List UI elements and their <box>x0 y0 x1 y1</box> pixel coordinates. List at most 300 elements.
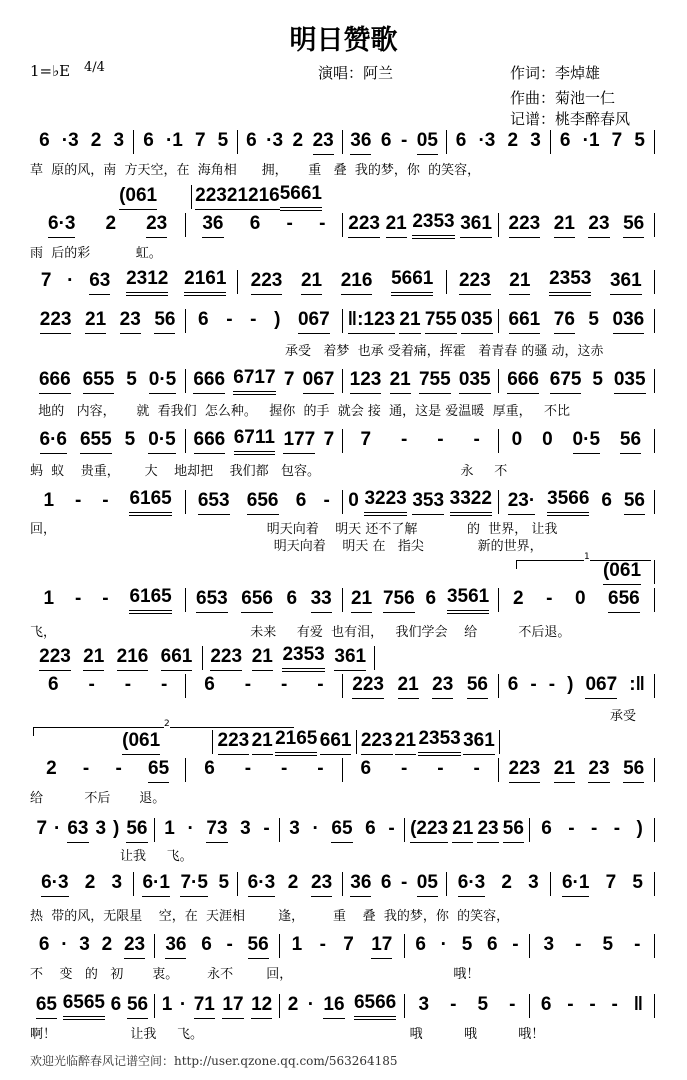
note-group: 16 <box>323 994 344 1019</box>
note-group: 216 <box>248 185 280 210</box>
note-group: 6 <box>415 934 426 955</box>
note-group: ·3 <box>61 130 79 151</box>
note-group: 56 <box>503 818 524 843</box>
note-group: 035 <box>459 369 491 394</box>
notation-line <box>30 934 655 958</box>
note-group: ·3 <box>266 130 284 151</box>
note-group: 33 <box>311 588 332 613</box>
measure <box>280 934 404 959</box>
note-group: 76 <box>554 309 575 334</box>
note-group: 7·5 <box>180 872 207 897</box>
notation-line <box>30 270 655 294</box>
note-group: - <box>317 674 324 695</box>
note-group: 2353 <box>282 644 324 672</box>
note-group: 6 <box>246 130 257 151</box>
note-group: - <box>88 674 95 695</box>
measure <box>30 268 237 296</box>
note-group: 666 <box>507 369 539 394</box>
note-group: 21 <box>395 730 416 755</box>
note-group: 23 <box>120 309 141 334</box>
note-group: 2353 <box>418 728 460 756</box>
note-group: - <box>400 758 408 779</box>
note-group: ·3 <box>478 130 496 151</box>
note-group: 6565 <box>63 992 105 1020</box>
note-group: 361 <box>334 646 366 671</box>
note-group: · <box>187 818 194 839</box>
note-group: 56 <box>623 758 644 783</box>
note-group: :‖ <box>629 674 645 695</box>
note-group: 23 <box>432 674 453 699</box>
note-group: - <box>280 758 288 779</box>
note-group: 223 <box>352 674 384 699</box>
note-group: ‖:123 <box>348 309 395 334</box>
note-group: 756 <box>383 588 415 613</box>
note-group: - <box>124 674 132 695</box>
note-group: - <box>280 674 288 695</box>
measure <box>134 872 237 897</box>
note-group: 2 <box>501 872 512 893</box>
note-group: - <box>590 818 598 839</box>
note-group: - <box>473 429 480 450</box>
measure <box>186 309 341 334</box>
note-group: 653 <box>196 588 228 613</box>
note-group: 6·3 <box>248 872 275 897</box>
note-group: 36 <box>350 130 371 155</box>
singer: 演唱：阿兰 <box>318 64 394 82</box>
measure <box>30 758 185 783</box>
note-group: 653 <box>198 490 230 515</box>
composer: 作曲：菊池一仁 <box>510 89 616 107</box>
note-group: 21 <box>252 646 273 671</box>
notation-line <box>30 429 655 453</box>
measure <box>30 429 185 454</box>
note-group: 361 <box>463 730 495 755</box>
measure <box>551 872 654 897</box>
note-group: 3 <box>111 872 123 893</box>
note-group: - <box>548 674 556 695</box>
measure <box>343 130 446 155</box>
lyrics-line: 给 不后 退。 <box>30 791 166 806</box>
note-group: 2 <box>292 130 304 151</box>
note-group: - <box>473 758 480 779</box>
measure <box>447 130 550 154</box>
measure <box>203 644 375 672</box>
note-group: 6 <box>39 130 50 151</box>
note-group: 3566 <box>547 488 589 516</box>
note-group: 755 <box>419 369 451 394</box>
measure <box>343 211 498 239</box>
note-group: (061 <box>122 730 160 755</box>
note-group: ) <box>113 818 120 839</box>
measure <box>499 674 654 699</box>
note-group: 5 <box>592 369 603 390</box>
note-group: - <box>323 490 330 511</box>
note-group: - <box>589 994 596 1015</box>
notation-line <box>30 369 655 393</box>
note-group: - <box>400 429 408 450</box>
note-group: 0·5 <box>149 369 176 394</box>
measure <box>530 818 654 842</box>
note-group: 23 <box>588 213 609 238</box>
note-group: 23 <box>588 758 609 783</box>
note-group: ·1 <box>582 130 600 151</box>
note-group: 6 <box>425 588 437 609</box>
note-group: 6·1 <box>562 872 589 897</box>
note-group: 71 <box>194 994 215 1019</box>
note-group: - <box>450 994 457 1015</box>
note-group: 6 <box>204 674 215 695</box>
note-group: 5 <box>477 994 489 1015</box>
note-group: 36 <box>202 213 223 238</box>
note-group: 65 <box>148 758 169 783</box>
note-group: 56 <box>127 994 148 1019</box>
note-group: 7 <box>323 429 335 450</box>
note-group: 2 <box>513 588 524 609</box>
note-group: 7 <box>40 270 52 291</box>
note-group: 035 <box>461 309 493 334</box>
note-group: 6 <box>540 994 552 1015</box>
note-group: 5 <box>632 872 643 893</box>
note-group: (223 <box>410 818 448 843</box>
note-group: - <box>250 309 257 330</box>
measure <box>186 213 341 238</box>
note-group: 223 <box>348 213 380 238</box>
lyrics-line: 不 变 的 初 衷。 永不 回， 哦！ <box>30 967 480 982</box>
note-group: 56 <box>126 818 147 843</box>
note-group: - <box>530 674 537 695</box>
note-group: 21 <box>554 213 575 238</box>
note-group: 223 <box>39 646 71 671</box>
note-group: 21 <box>554 758 575 783</box>
measure <box>30 488 185 516</box>
note-group: 23 <box>124 934 145 959</box>
notation-line <box>30 758 655 782</box>
measure <box>238 268 445 296</box>
measure <box>30 369 185 394</box>
note-group: 661 <box>509 309 541 334</box>
note-group: 223 <box>361 730 393 755</box>
note-group: ) <box>636 818 643 839</box>
measure <box>238 872 341 897</box>
measure <box>343 429 498 453</box>
note-group: 6 <box>360 758 372 779</box>
note-group: 7 <box>36 818 48 839</box>
notation-line <box>30 490 655 514</box>
note-group: 656 <box>608 588 640 613</box>
lyrics-line: 啊！ 让我 飞。 哦 哦 哦！ <box>30 1027 545 1042</box>
note-group: 036 <box>613 309 645 334</box>
measure <box>551 130 654 154</box>
notation-line <box>30 994 655 1018</box>
note-group: 3 <box>95 818 107 839</box>
note-group: 6·6 <box>40 429 67 454</box>
measure <box>186 427 341 455</box>
note-group: 6165 <box>129 586 171 614</box>
measure <box>30 646 202 671</box>
note-group: - <box>634 934 641 955</box>
note-group: 223 <box>40 309 72 334</box>
note-group: 6·3 <box>458 872 485 897</box>
note-group: - <box>160 674 168 695</box>
note-group: 21 <box>386 213 407 238</box>
note-group: 6 <box>455 130 467 151</box>
note-group: 0 <box>542 429 553 450</box>
note-group: 56 <box>467 674 488 699</box>
note-group: · <box>312 818 319 839</box>
note-group: 65 <box>331 818 352 843</box>
note-group: - <box>226 309 233 330</box>
measure <box>343 586 498 614</box>
note-group: 6 <box>295 490 307 511</box>
volta-2: 2 <box>33 727 294 736</box>
note-group: 21 <box>301 270 322 295</box>
note-group: 6 <box>380 130 392 151</box>
bar-line <box>654 213 655 237</box>
lyrics-line: 地的 内容， 就 看我们 怎么种。 握你 的手 就会 接 通，这是 爱温暖 厚重， 不比 <box>30 404 570 419</box>
note-group: 6 <box>559 130 571 151</box>
note-group: 361 <box>610 270 642 295</box>
note-group: 7 <box>611 130 623 151</box>
note-group: - <box>437 429 444 450</box>
note-group: - <box>319 934 326 955</box>
measure <box>280 818 404 843</box>
note-group: 23 <box>146 213 167 238</box>
notation-line <box>30 646 375 670</box>
note-group: - <box>546 588 553 609</box>
note-group: - <box>263 818 270 839</box>
note-group: 0·5 <box>148 429 175 454</box>
note-group: 2 <box>507 130 519 151</box>
note-group: - <box>244 674 252 695</box>
measure <box>85 185 191 210</box>
notation-line <box>30 309 655 333</box>
note-group: 3 <box>113 130 125 151</box>
note-group: 6·3 <box>41 872 68 897</box>
note-group: 2 <box>101 934 113 955</box>
notation-line <box>30 213 655 237</box>
note-group: 7 <box>605 872 617 893</box>
note-group: 23 <box>477 818 498 843</box>
note-group: 2161 <box>184 268 226 296</box>
note-group: 7 <box>194 130 206 151</box>
note-group: - <box>388 818 395 839</box>
note-group: ) <box>274 309 281 330</box>
bar-line <box>654 490 655 514</box>
time-signature: 4/4 <box>84 60 105 75</box>
measure <box>155 934 279 959</box>
measure <box>70 730 212 755</box>
measure <box>499 429 654 454</box>
song-title: 明日赞歌 <box>289 25 398 56</box>
measure <box>30 992 154 1020</box>
note-group: 2 <box>287 994 299 1015</box>
note-group: 6 <box>201 934 212 955</box>
notation-line <box>85 185 325 209</box>
note-group: · <box>440 934 447 955</box>
note-group: 6 <box>487 934 498 955</box>
bar-line <box>654 270 655 294</box>
note-group: 223 <box>210 646 242 671</box>
note-group: 6 <box>365 818 376 839</box>
bar-line <box>654 369 655 393</box>
note-group: 17 <box>222 994 243 1019</box>
measure <box>30 872 133 897</box>
key-signature: 1=♭E <box>30 62 71 80</box>
note-group: 223 <box>459 270 491 295</box>
note-group: 21 <box>390 369 411 394</box>
note-group: - <box>226 934 233 955</box>
note-group: 661 <box>161 646 193 671</box>
bar-line <box>654 818 655 842</box>
note-group: 6 <box>541 818 552 839</box>
measure <box>186 758 341 782</box>
measure <box>30 674 185 698</box>
volta-1: 1 <box>516 560 651 569</box>
note-group: 23 <box>311 872 332 897</box>
note-group: ) <box>567 674 574 695</box>
note-group: 2 <box>90 130 102 151</box>
lyricist: 作词：李焯雄 <box>510 64 601 82</box>
note-group: 2312 <box>126 268 168 296</box>
note-group: - <box>244 758 252 779</box>
lyrics-line: 蚂 蚁 贵重， 大 地却把 我们都 包容。 永 不 <box>30 464 508 479</box>
note-group: 5 <box>602 934 614 955</box>
note-group: 2353 <box>412 211 454 239</box>
note-group: 223 <box>251 270 283 295</box>
note-group: - <box>317 758 324 779</box>
measure <box>30 934 154 959</box>
note-group: 56 <box>624 490 645 515</box>
note-group: 21 <box>227 185 248 210</box>
note-group: 5661 <box>280 183 322 211</box>
measure <box>155 994 279 1019</box>
note-group: - <box>512 934 519 955</box>
measure <box>499 488 654 516</box>
bar-line <box>654 994 655 1018</box>
note-group: ·1 <box>165 130 183 151</box>
bar-line <box>654 560 655 584</box>
note-group: · <box>307 994 315 1015</box>
measure <box>343 758 498 782</box>
lyrics-line: 草 原的风，南 方天空，在 海角相 拥， 重 叠 我的梦，你 的笑容， <box>30 163 481 178</box>
note-group: 0·5 <box>573 429 600 454</box>
measure <box>186 367 341 395</box>
lyrics-line: 回， 明天向着 明天 还不了解 的 世界， 让我 <box>30 522 558 537</box>
note-group: 7 <box>360 429 372 450</box>
note-group: 666 <box>193 369 225 394</box>
measure <box>238 130 341 155</box>
note-group: 0 <box>574 588 586 609</box>
note-group: - <box>400 872 408 893</box>
note-group: 56 <box>154 309 175 334</box>
note-group: 067 <box>303 369 335 394</box>
note-group: 21 <box>452 818 473 843</box>
note-group: 6566 <box>354 992 396 1020</box>
note-group: - <box>613 818 621 839</box>
note-group: 5 <box>634 130 645 151</box>
note-group: 5 <box>124 429 136 450</box>
note-group: - <box>319 213 326 234</box>
note-group: 2 <box>105 213 117 234</box>
notation-line <box>30 872 655 896</box>
note-group: 3 <box>79 934 90 955</box>
note-group: 361 <box>460 213 492 238</box>
measure <box>447 872 550 897</box>
note-group: 21 <box>351 588 372 613</box>
note-group: 5 <box>588 309 599 330</box>
measure <box>447 268 654 296</box>
note-group: 1 <box>164 818 175 839</box>
note-group: (061 <box>603 560 641 585</box>
note-group: 755 <box>425 309 457 334</box>
note-group: - <box>400 130 408 151</box>
note-group: · <box>61 934 68 955</box>
note-group: 7 <box>283 369 295 390</box>
note-group: 23· <box>508 490 535 515</box>
measure <box>530 934 654 958</box>
note-group: 5661 <box>391 268 433 296</box>
note-group: 56 <box>248 934 269 959</box>
note-group: (061 <box>119 185 157 210</box>
note-group: 3561 <box>447 586 489 614</box>
measure <box>280 992 404 1020</box>
notation-line <box>590 560 655 584</box>
note-group: 666 <box>39 369 71 394</box>
measure <box>186 674 341 698</box>
note-group: 223 <box>509 758 541 783</box>
note-group: - <box>74 588 82 609</box>
note-group: 65 <box>36 994 57 1019</box>
note-group: 216 <box>117 646 149 671</box>
note-group: 23 <box>313 130 334 155</box>
note-group: 6165 <box>129 488 171 516</box>
bar-line <box>654 309 655 333</box>
measure <box>30 586 185 614</box>
note-group: 5 <box>461 934 473 955</box>
note-group: 6 <box>143 130 154 151</box>
note-group: 3 <box>418 994 430 1015</box>
note-group: - <box>102 490 109 511</box>
notation-line <box>30 130 655 154</box>
note-group: 17 <box>371 934 392 959</box>
note-group: 3322 <box>450 488 492 516</box>
note-group: 661 <box>320 730 352 755</box>
note-group: · <box>54 818 61 839</box>
note-group: 216 <box>341 270 373 295</box>
note-group: - <box>82 758 90 779</box>
measure <box>343 488 498 516</box>
note-group: 5 <box>126 369 137 390</box>
transcriber: 记谱：桃李醉春风 <box>510 110 631 128</box>
note-group: 21 <box>85 309 106 334</box>
measure <box>30 130 133 154</box>
measure <box>343 872 446 897</box>
note-group: 6711 <box>234 427 275 455</box>
note-group: 3 <box>530 130 541 151</box>
lyrics-line: 飞， 未来 有爱 也有泪， 我们学会 给 不后退。 <box>30 625 571 640</box>
note-group: 2165 <box>275 728 317 756</box>
note-group: 2 <box>84 872 96 893</box>
note-group: - <box>115 758 122 779</box>
note-group: 21 <box>252 730 273 755</box>
measure <box>155 818 279 843</box>
note-group: 0 <box>511 429 523 450</box>
note-group: 6 <box>249 213 261 234</box>
lyrics-line: 热 带的风，无限星 空，在 天涯相 逢， 重 叠 我的梦，你 的笑容， <box>30 909 510 924</box>
note-group: 3 <box>240 818 251 839</box>
measure <box>134 130 237 154</box>
note-group: 223 <box>218 730 250 755</box>
